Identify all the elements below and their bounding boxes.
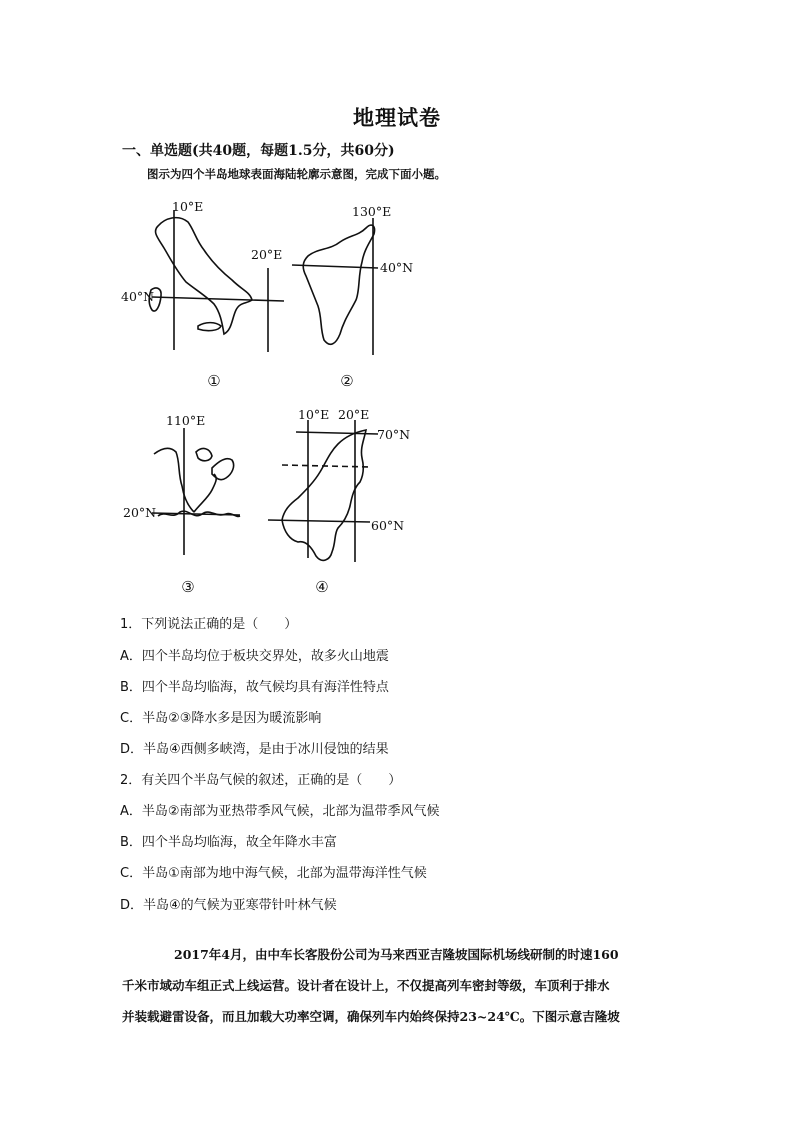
map-4-scandinavia <box>268 420 378 562</box>
question-1-option-c: C．半岛②③降水多是因为暖流影响 <box>120 711 322 726</box>
map1-lon1-label: 10°E <box>172 199 204 214</box>
section-heading: 一、单选题(共40题，每题1.5分，共60分) <box>122 143 395 159</box>
figure-intro: 图示为四个半岛地球表面海陆轮廓示意图，完成下面小题。 <box>147 167 446 181</box>
map1-number: ① <box>207 372 221 390</box>
question-2-option-a: A．半岛②南部为亚热带季风气候，北部为温带季风气候 <box>120 804 440 819</box>
map4-lat1-label: 70°N <box>377 427 411 442</box>
passage-line-1: 2017年4月，由中车长客股份公司为马来西亚吉隆坡国际机场线研制的时速160 <box>174 947 619 962</box>
question-2-option-c: C．半岛①南部为地中海气候，北部为温带海洋性气候 <box>120 866 427 881</box>
page-title: 地理试卷 <box>353 105 441 130</box>
map2-number: ② <box>340 372 354 390</box>
map-3-indochina <box>152 428 240 555</box>
map4-number: ④ <box>315 578 329 596</box>
question-2-option-b: B．四个半岛均临海，故全年降水丰富 <box>120 835 337 850</box>
question-1-option-d: D．半岛④西侧多峡湾，是由于冰川侵蚀的结果 <box>120 742 389 757</box>
map4-lat2-label: 60°N <box>371 518 405 533</box>
map3-lon-label: 110°E <box>166 413 206 428</box>
map-1-italy <box>149 210 284 352</box>
question-1-option-b: B．四个半岛均临海，故气候均具有海洋性特点 <box>120 680 389 695</box>
map3-number: ③ <box>181 578 195 596</box>
question-2-stem: 2．有关四个半岛气候的叙述，正确的是（ ） <box>120 773 402 788</box>
map1-lon2-label: 20°E <box>251 247 283 262</box>
map4-lon1-label: 10°E <box>298 407 330 422</box>
map1-lat-label: 40°N <box>121 289 155 304</box>
question-2-option-d: D．半岛④的气候为亚寒带针叶林气候 <box>120 898 337 913</box>
question-1-stem: 1．下列说法正确的是（ ） <box>120 617 298 632</box>
passage-line-2: 千米市域动车组正式上线运营。设计者在设计上，不仅提高列车密封等级，车顶利于排水 <box>122 978 610 993</box>
passage-line-3: 并装载避雷设备，而且加载大功率空调，确保列车内始终保持23~24℃。下图示意吉隆坡 <box>122 1009 620 1024</box>
question-1-option-a: A．四个半岛均位于板块交界处，故多火山地震 <box>120 649 389 664</box>
map3-lat-label: 20°N <box>123 505 157 520</box>
map4-lon2-label: 20°E <box>338 407 370 422</box>
map2-lon-label: 130°E <box>352 204 392 219</box>
map-2-korea <box>292 218 378 355</box>
map2-lat-label: 40°N <box>380 260 414 275</box>
